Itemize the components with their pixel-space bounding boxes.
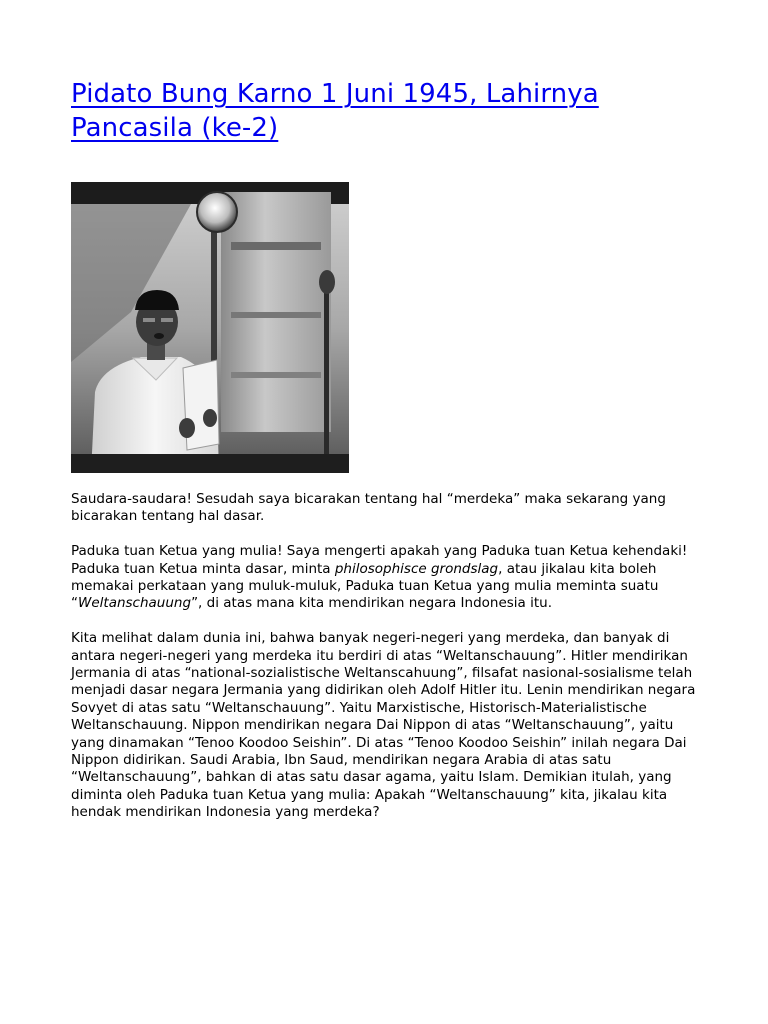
paragraph-text: Paduka tuan Ketua yang mulia! Saya mengerti apakah yang Paduka tuan Ketua kehendaki! Paduka tuan Ketua minta dasar, minta (71, 543, 688, 577)
article-body (71, 491, 711, 839)
paragraph-text: ”, di atas mana kita mendirikan negara Indonesia itu. (191, 595, 553, 612)
italic-term: philosophisce grondslag (334, 560, 499, 577)
article-title-link[interactable]: Pidato Bung Karno 1 Juni 1945, Lahirnya Pancasila (ke-2) (71, 79, 599, 143)
italic-term: Weltanschauung (78, 595, 192, 612)
article-title (71, 77, 711, 145)
speech-photo (71, 182, 349, 473)
paragraph: Saudara-saudara! Sesudah saya bicarakan tentang hal “merdeka” maka sekarang yang bicarakan tentang hal dasar. (71, 491, 666, 525)
paragraph (71, 543, 711, 613)
paragraph: Kita melihat dalam dunia ini, bahwa banyak negeri-negeri yang merdeka, dan banyak di antara negeri-negeri yang merdeka itu berdiri di atas “Weltanschauung”. Hitler mendirikan Jermania di atas “national-sozialistische Weltanscahuung”, filsafat nasional-sosialisme telah menjadi dasar negara Jermania yang didirikan oleh Adolf Hitler itu. Lenin mendirikan negara Sovyet di atas satu “Weltanschauung”. Yaitu Marxistische, Historisch-Materialistische Weltanschauung. Nippon mendirikan negara Dai Nippon di atas “Weltanschauung”, yaitu yang dinamakan “Tenoo Koodoo Seishin”. Di atas “Tenoo Koodoo Seishin” inilah negara Dai Nippon didirikan. Saudi Arabia, Ibn Saud, mendirikan negara Arabia di atas satu “Weltanschauung”, bahkan di atas satu dasar agama, yaitu Islam. Demikian itulah, yang diminta oleh Paduka tuan Ketua yang mulia: Apakah “Weltanschauung” kita, jikalau kita hendak mendirikan Indonesia yang merdeka? (71, 630, 696, 821)
paragraph-text: , atau jikalau kita boleh memakai perkataan yang muluk-muluk, Paduka tuan Ketua yang mulia meminta suatu “ (71, 560, 659, 612)
